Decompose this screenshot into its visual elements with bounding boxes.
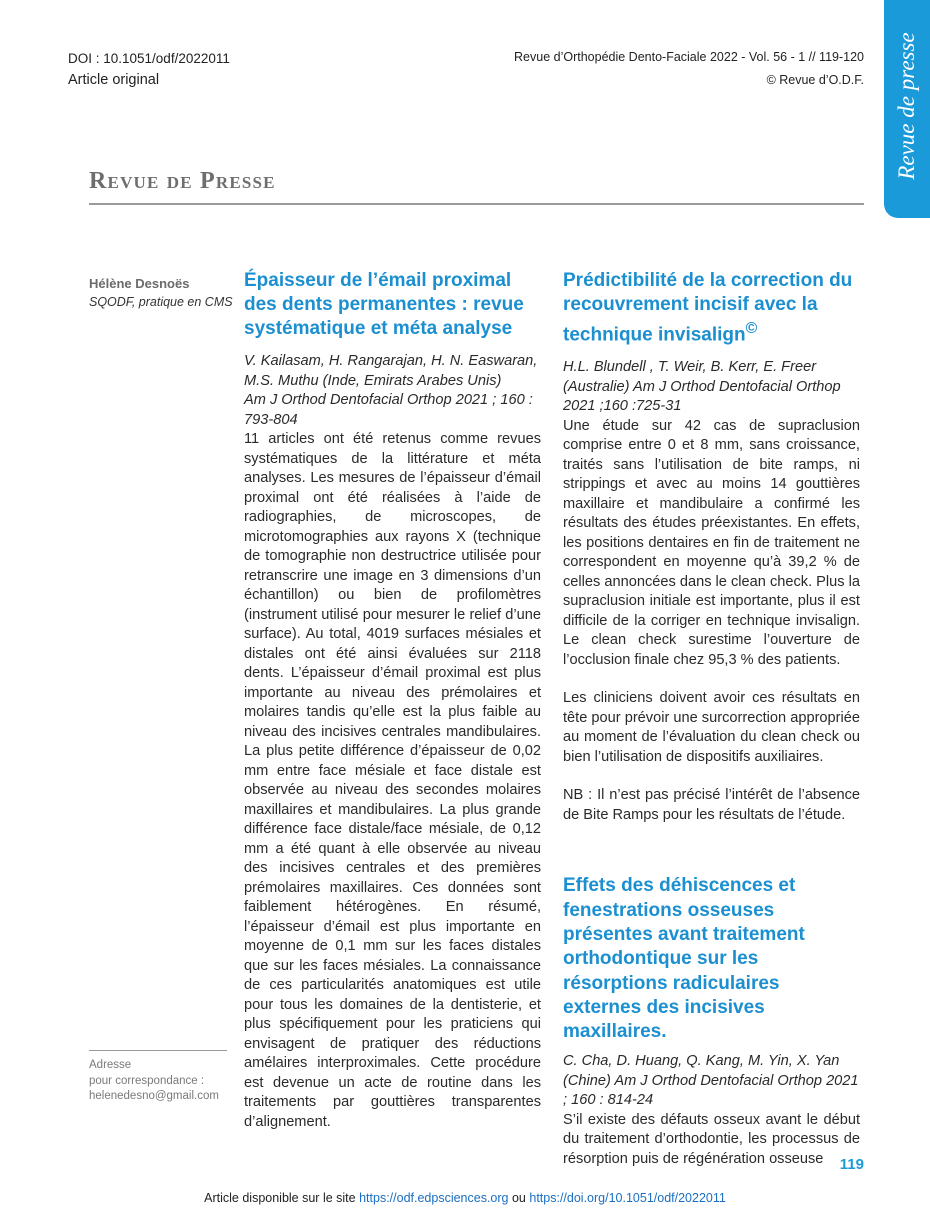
article-authors: H.L. Blundell , T. Weir, B. Kerr, E. Freer (Australie) Am J Orthod Dentofacial Orthop 2021 ;160 :725-31 <box>563 359 841 415</box>
article-title: Épaisseur de l’émail proximal des dents permanentes : revue systématique et méta analyse <box>244 270 524 339</box>
section-side-tab <box>884 0 930 218</box>
article-authors: V. Kailasam, H. Rangarajan, H. N. Easwaran, M.S. Muthu (Inde, Emirats Arabes Unis) <box>244 353 538 389</box>
journal-citation: Revue d’Orthopédie Dento-Faciale 2022 - Vol. 56 - 1 // 119-120 <box>514 50 864 64</box>
address-label-2: pour correspondance : <box>89 1074 205 1087</box>
article-note: NB : Il n’est pas précisé l’intérêt de l’absence de Bite Ramps pour les résultats de l’étude. <box>563 787 860 823</box>
correspondence-address <box>89 1058 219 1105</box>
article-2 <box>563 269 860 825</box>
article-body-paragraph: Les cliniciens doivent avoir ces résultats en tête pour prévoir une surcorrection appropriée au moment de l’évaluation du clean check ou bien l’utilisation de dispositifs auxiliaires. <box>563 690 860 765</box>
article-3 <box>563 874 860 1169</box>
article-1 <box>244 269 541 1132</box>
article-body-paragraph: Une étude sur 42 cas de supraclusion comprise entre 0 et 8 mm, sans croissance, traités sans l’utilisation de bite ramps, ni strippings et avec au moins 14 gouttières maxillaire et mandibulaire a confirmé les résultats des études préexistantes. En effets, les positions dentaires en fin de traitement ne correspondent en moyenne qu’à 39,2 % de celles annoncées dans le clean check. Plus la supraclusion initiale est importante, plus il est difficile de la corriger en technique invisalign. Le clean check surestime l’ouverture de l’occlusion finale chez 95,3 % des patients. <box>563 417 860 668</box>
side-tab-label: Revue de presse <box>894 32 919 180</box>
article-type: Article original <box>68 72 160 88</box>
author-name: Hélène Desnoës <box>89 276 190 291</box>
address-divider <box>89 1050 227 1051</box>
article-authors: C. Cha, D. Huang, Q. Kang, M. Yin, X. Yan (Chine) Am J Orthod Dentofacial Orthop 2021 ; 160 : 814-24 <box>563 1053 859 1109</box>
address-email: helenedesno@gmail.com <box>89 1090 219 1102</box>
section-divider <box>89 203 864 205</box>
left-column <box>244 269 541 1132</box>
copyright: © Revue d’O.D.F. <box>766 73 864 87</box>
copyright-symbol: © <box>745 320 758 337</box>
footer-link-doi[interactable]: https://doi.org/10.1051/odf/2022011 <box>529 1191 726 1205</box>
footer-text: Article disponible sur le site <box>204 1191 356 1205</box>
footer <box>0 1191 930 1205</box>
article-title: Effets des déhiscences et fenestrations osseuses présentes avant traitement orthodontique sur les résorptions radiculaires externes des incisives maxillaires. <box>563 875 805 1043</box>
article-body-paragraph: S’il existe des défauts osseux avant le début du traitement d’orthodontie, les processus de résorption puis de régénération osseuse <box>563 1111 860 1167</box>
footer-text-or: ou <box>511 1191 526 1205</box>
page-number: 119 <box>839 1156 864 1173</box>
article-reference: Am J Orthod Dentofacial Orthop 2021 ; 160 : 793-804 <box>244 392 533 428</box>
right-column <box>563 269 860 1169</box>
footer-link-site[interactable]: https://odf.edpsciences.org <box>359 1191 509 1205</box>
article-title-text: Prédictibilité de la correction du recouvrement incisif avec la technique invisalign <box>563 270 853 346</box>
doi: DOI : 10.1051/odf/2022011 <box>68 51 230 66</box>
author-affiliation: SQODF, pratique en CMS <box>89 295 233 309</box>
section-title: Revue de Presse <box>89 168 276 194</box>
article-title <box>563 269 860 347</box>
address-label: Adresse <box>89 1059 132 1071</box>
article-body-paragraph: 11 articles ont été retenus comme revues systématiques de la littérature et méta analyses. Les mesures de l’épaisseur d’émail proximal ont été réalisées à l’aide de radiographies, de microscopes, de microtomographies aux rayons X (technique de tomographie non destructrice utilisée pour retranscrire une image en 3 dimensions d’un échantillon) ou bien de profilomètres (instrument utilisé pour mesurer le relief d’une surface). Au total, 4019 surfaces mésiales et distales ont été ainsi évaluées sur 2118 dents. L’épaisseur d’émail proximal est plus importante au niveau des prémolaires et molaires tandis qu’elle est la plus faible au niveau des incisives centrales mandibulaires. La plus petite différence d’épaisseur de 0,02 mm entre face mésiale et face distale est observée au niveau des secondes molaires maxillaires et mandibulaires. La plus grande différence face distale/face mésiale, de 0,12 mm a été quant à elle observée au niveau des incisives centrales et des premières prémolaires maxillaires. Ces données sont faiblement hétérogènes. En résumé, l’épaisseur d’émail est plus importante en moyenne de 0,1 mm sur les faces distales que sur les faces mésiales. La connaissance de ces particularités anatomiques est utile pour tous les domaines de la dentisterie, et plus spécifiquement pour les praticiens qui envisagent de pratiquer des réductions amélaires interproximales. Cette procédure est devenue un acte de routine dans les traitements par gouttières transparentes d’alignement. <box>244 431 541 1130</box>
